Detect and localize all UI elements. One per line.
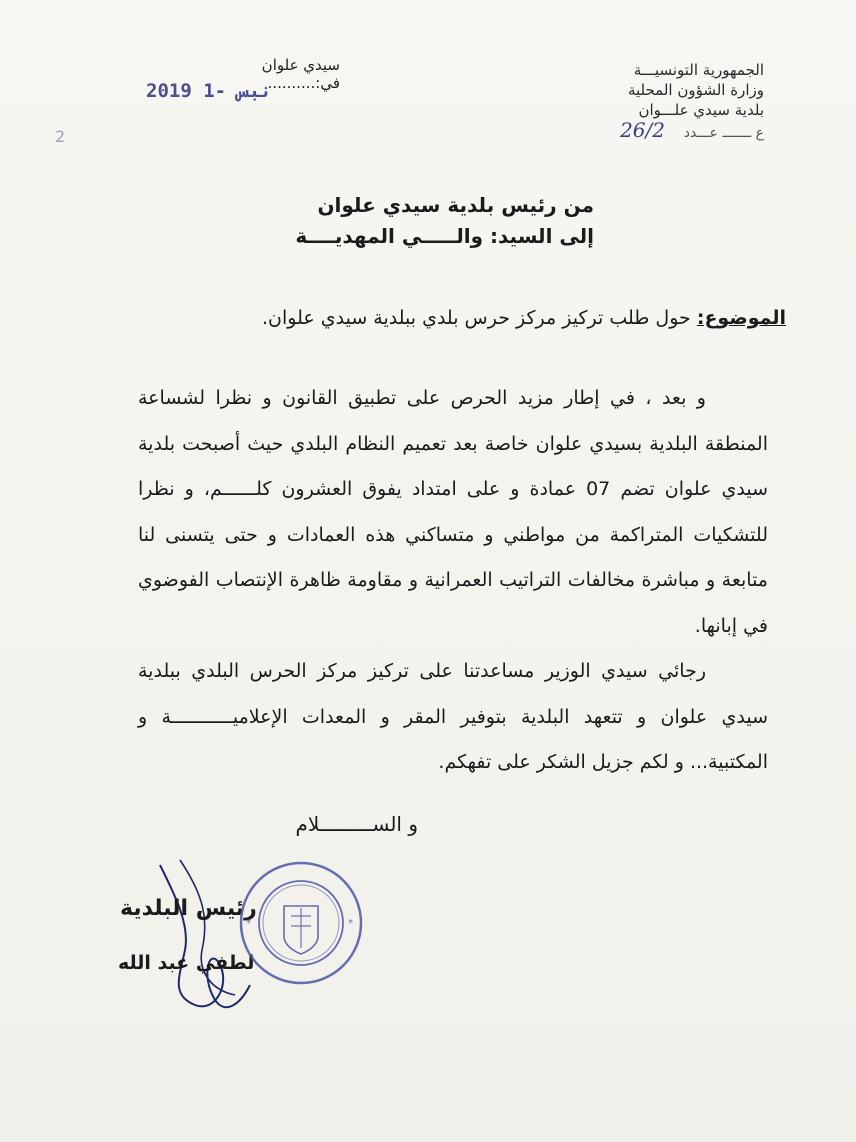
svg-text:*: * xyxy=(246,918,251,929)
signatory-name: لطفي عبد الله xyxy=(118,952,255,974)
closing-salutation: و الســـــــــلام xyxy=(295,812,418,836)
country-name: الجمهورية التونسيـــة xyxy=(633,61,764,79)
svg-text:*: * xyxy=(348,918,353,929)
subject-text: حول طلب تركيز مركز حرس بلدي ببلدية سيدي علوان. xyxy=(262,307,691,329)
margin-mark: 2 xyxy=(55,127,66,146)
ministry-name: وزارة الشؤون المحلية xyxy=(627,81,764,99)
subject-line xyxy=(246,307,786,329)
recipient-line: إلى السيد: والـــــي المهديــــة xyxy=(295,224,594,248)
signatory-title: رئيس البلدية xyxy=(120,896,257,921)
place-date-label: سيدي علوان في:.......... xyxy=(261,56,340,92)
official-seal-stamp xyxy=(236,858,366,988)
sender-line: من رئيس بلدية سيدي علوان xyxy=(317,193,594,217)
reference-number-handwritten: 26/2 xyxy=(620,118,665,142)
subject-label: الموضوع: xyxy=(696,307,786,329)
municipality-name: بلدية سيدي علـــوان xyxy=(638,101,764,119)
letterhead xyxy=(564,60,764,143)
reference-number-label: ع ـــــــ عـــدد xyxy=(683,125,764,141)
letter-body xyxy=(138,376,768,786)
body-paragraph-1: و بعد ، في إطار مزيد الحرص على تطبيق القانون و نظرا لشساعة المنطقة البلدية بسيدي علوان خاصة بعد تعميم النظام البلدي حيث أصبحت بلدية سيدي علوان تضم 07 عمادة و على امتداد يفوق العشرون كلــــــم، و نظرا للتشكيات المتراكمة من مواطني و متساكني هذه العمادات و حتى يتسنى لنا متابعة و مباشرة مخالفات التراتيب العمرانية و مقاومة ظاهرة الإنتصاب الفوضوي في إبانها. xyxy=(138,387,769,637)
date-stamp: 2019 نبس -1 xyxy=(146,80,272,102)
body-paragraph-2: رجائي سيدي الوزير مساعدتنا على تركيز مركز الحرس البلدي ببلدية سيدي علوان و تتعهد البلدية بتوفير المقر و المعدات الإعلاميـــــــــــة و المكتبية... و لكم جزيل الشكر على تفهكم. xyxy=(138,660,768,773)
